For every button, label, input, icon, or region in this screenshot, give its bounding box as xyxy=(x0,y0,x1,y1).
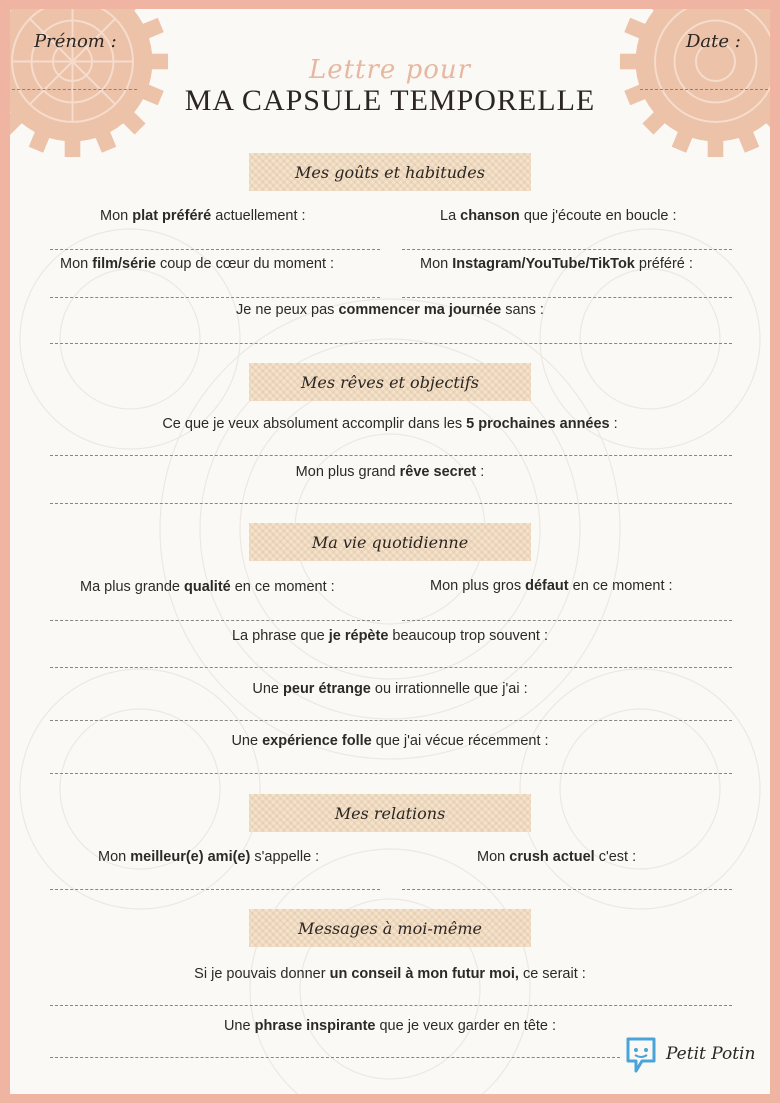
question-chanson: La chanson que j'écoute en boucle : xyxy=(440,208,677,224)
speech-bubble-icon xyxy=(624,1036,658,1076)
question-phrase-inspirante: Une phrase inspirante que je veux garder en tête : xyxy=(223,1018,557,1034)
answer-line-defaut[interactable] xyxy=(402,620,732,621)
answer-line-ami[interactable] xyxy=(50,889,380,890)
question-matin: Je ne peux pas commencer ma journée sans : xyxy=(236,302,544,318)
brand-logo-text: Petit Potin xyxy=(666,1044,756,1064)
question-5-ans: Ce que je veux absolument accomplir dans les 5 prochaines années : xyxy=(162,416,618,432)
answer-line-matin[interactable] xyxy=(50,343,732,344)
answer-line-experience[interactable] xyxy=(50,773,732,774)
section-banner-messages: Messages à moi-même xyxy=(249,909,531,947)
prenom-label: Prénom : xyxy=(34,31,117,52)
answer-line-plat[interactable] xyxy=(50,249,380,250)
section-banner-relations: Mes relations xyxy=(249,794,531,832)
title-script: Lettre pour xyxy=(308,55,472,85)
question-peur: Une peur étrange ou irrationnelle que j'ai : xyxy=(252,681,528,697)
answer-line-phrase[interactable] xyxy=(50,667,732,668)
answer-line-inspirante[interactable] xyxy=(50,1057,620,1058)
question-qualite: Ma plus grande qualité en ce moment : xyxy=(80,579,335,595)
answer-line-qualite[interactable] xyxy=(50,620,380,621)
answer-line-film[interactable] xyxy=(50,297,380,298)
question-reseau-social: Mon Instagram/YouTube/TikTok préféré : xyxy=(420,256,693,272)
answer-line-5-ans[interactable] xyxy=(50,455,732,456)
question-experience: Une expérience folle que j'ai vécue récemment : xyxy=(231,733,549,749)
question-meilleur-ami: Mon meilleur(e) ami(e) s'appelle : xyxy=(98,849,320,865)
answer-line-crush[interactable] xyxy=(402,889,732,890)
answer-line-peur[interactable] xyxy=(50,720,732,721)
question-defaut: Mon plus gros défaut en ce moment : xyxy=(430,578,673,594)
answer-line-reve[interactable] xyxy=(50,503,732,504)
answer-line-chanson[interactable] xyxy=(402,249,732,250)
question-crush: Mon crush actuel c'est : xyxy=(477,849,637,865)
worksheet-page xyxy=(10,9,770,1094)
section-banner-gouts: Mes goûts et habitudes xyxy=(249,153,531,191)
answer-line-reseau[interactable] xyxy=(402,297,732,298)
section-banner-reves: Mes rêves et objectifs xyxy=(249,363,531,401)
question-reve-secret: Mon plus grand rêve secret : xyxy=(295,464,485,480)
question-conseil: Si je pouvais donner un conseil à mon futur moi, ce serait : xyxy=(194,966,586,982)
date-label: Date : xyxy=(686,31,741,52)
page-title: MA CAPSULE TEMPORELLE xyxy=(184,84,596,117)
question-plat-prefere: Mon plat préféré actuellement : xyxy=(100,208,306,224)
section-banner-quotidien: Ma vie quotidienne xyxy=(249,523,531,561)
question-phrase-repetee: La phrase que je répète beaucoup trop souvent : xyxy=(231,628,549,644)
question-film-serie: Mon film/série coup de cœur du moment : xyxy=(60,256,335,272)
answer-line-conseil[interactable] xyxy=(50,1005,732,1006)
